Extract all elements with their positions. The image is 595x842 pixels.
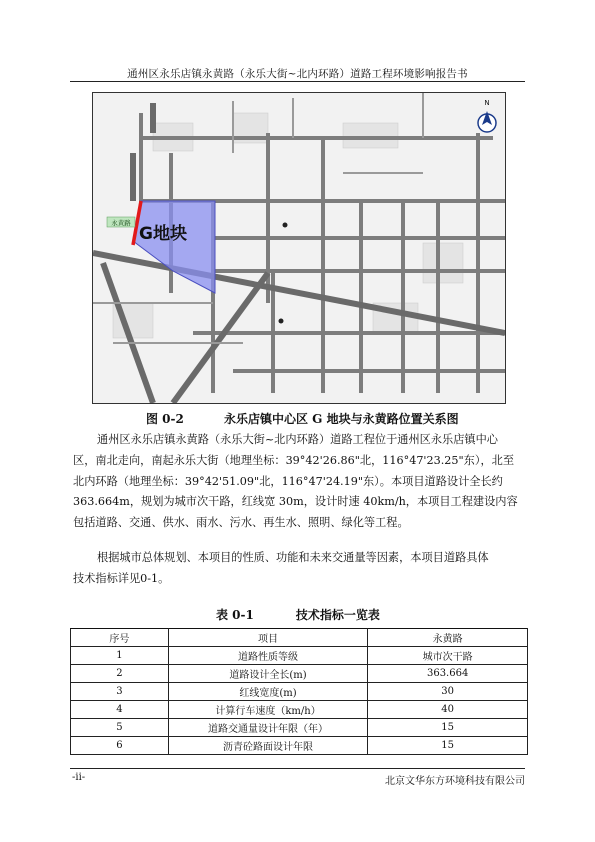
header-cell: 序号 [71, 629, 169, 647]
table-row [71, 737, 528, 755]
paragraph-line: 363.664m，规划为城市次干路，红线宽 30m，设计时速 40km/h，本项目工程建设内容 [73, 495, 518, 509]
road-label: 永黄路 [111, 219, 131, 227]
paragraph-line: 通州区永乐店镇永黄路（永乐大街~北内环路）道路工程位于通州区永乐店镇中心 [97, 433, 498, 446]
table-cell: 5 [71, 719, 169, 737]
paragraph-line: 北内环路（地理坐标：39°42'51.09"北，116°47'24.19"东）。本项目道路设计全长约 [73, 474, 503, 488]
table-cell: 沥青砼路面设计年限 [168, 737, 368, 755]
footer-rule [70, 768, 525, 769]
table-caption [216, 606, 380, 623]
map-drawing [93, 93, 505, 403]
header-rule [70, 81, 525, 82]
paragraph-line: 技术指标详见0-1。 [73, 571, 170, 585]
table-cell: 道路性质等级 [168, 647, 368, 665]
north-label: N [484, 99, 490, 107]
table-row [71, 719, 528, 737]
table-caption-text: 技术指标一览表 [295, 608, 380, 622]
paragraph-line: 根据城市总体规划、本项目的性质、功能和未来交通量等因素，本项目道路具体 [97, 551, 489, 564]
table-cell: 红线宽度(m) [168, 683, 368, 701]
footer-company: 北京文华东方环境科技有限公司 [385, 776, 525, 787]
table-header-row [71, 629, 528, 647]
table-cell: 15 [368, 737, 528, 755]
table-cell: 15 [368, 719, 528, 737]
header-cell: 项目 [168, 629, 368, 647]
table-cell: 计算行车速度（km/h） [168, 701, 368, 719]
table-row [71, 683, 528, 701]
table-cell: 363.664 [368, 665, 528, 683]
figure-caption-text: 永乐店镇中心区 G 地块与永黄路位置关系图 [224, 412, 459, 426]
spec-table [70, 628, 528, 755]
paragraph-1 [73, 430, 525, 534]
table-cell: 4 [71, 701, 169, 719]
location-map [92, 92, 506, 404]
paragraph-2 [73, 548, 525, 590]
table-row [71, 647, 528, 665]
g-block-label: G地块 [139, 224, 187, 244]
table-cell: 3 [71, 683, 169, 701]
table-cell: 道路设计全长(m) [168, 665, 368, 683]
header-cell: 永黄路 [368, 629, 528, 647]
table-cell: 城市次干路 [368, 647, 528, 665]
table-cell: 2 [71, 665, 169, 683]
table-row [71, 701, 528, 719]
page-header-title: 通州区永乐店镇永黄路（永乐大街~北内环路）道路工程环境影响报告书 [127, 68, 468, 80]
table-cell: 6 [71, 737, 169, 755]
table-cell: 道路交通量设计年限（年） [168, 719, 368, 737]
page-number: -ii- [72, 772, 86, 783]
paragraph-line: 包括道路、交通、供水、雨水、污水、再生水、照明、绿化等工程。 [73, 516, 409, 530]
figure-number: 图 0-2 [146, 412, 184, 426]
table-number: 表 0-1 [216, 608, 254, 622]
table-cell: 40 [368, 701, 528, 719]
paragraph-line: 区，南北走向，南起永乐大街（地理坐标：39°42'26.86"北，116°47'23.25"东），北至 [73, 453, 515, 467]
table-row [71, 665, 528, 683]
table-cell: 1 [71, 647, 169, 665]
table-cell: 30 [368, 683, 528, 701]
